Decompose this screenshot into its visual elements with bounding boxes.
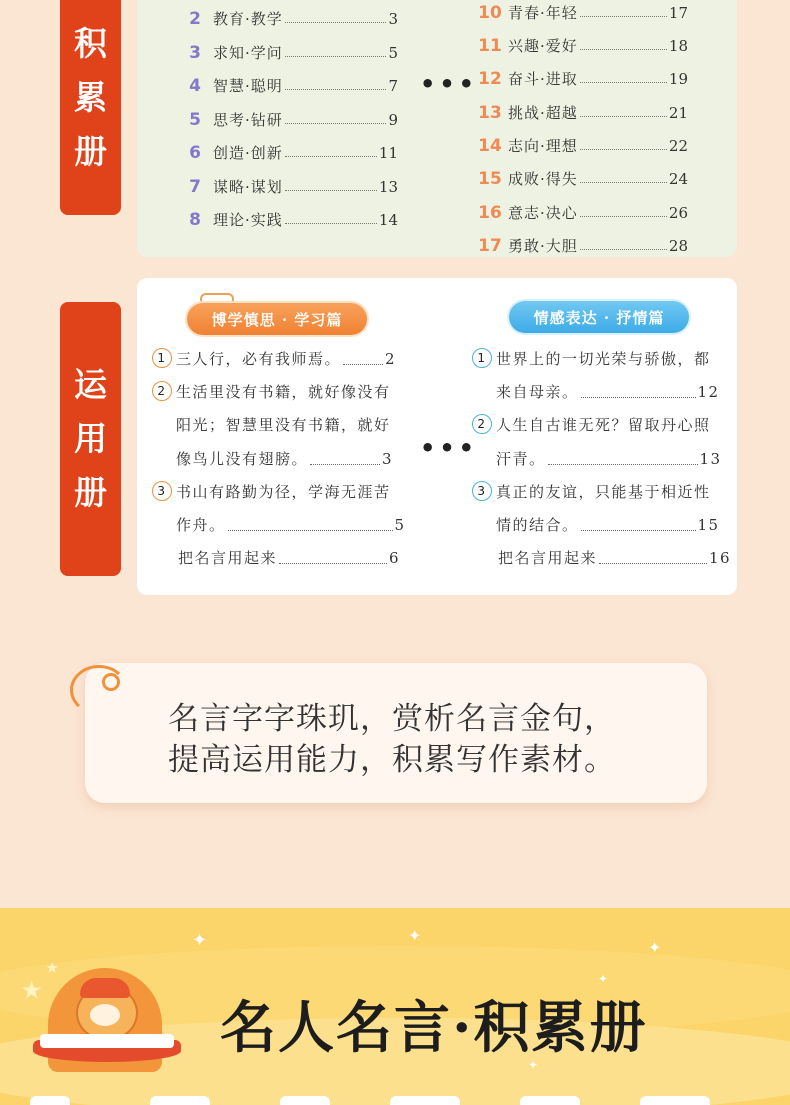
tab-char: 运 <box>74 365 107 404</box>
swirl-dot-icon <box>102 673 120 691</box>
toc-number: 12 <box>478 68 502 89</box>
banner-title: 名人名言·积累册 <box>220 995 648 1061</box>
quote-page: 13 <box>699 450 722 468</box>
quote-text: 汗青。 <box>496 450 546 468</box>
toc-item <box>478 29 688 62</box>
toc-title: 智慧·聪明 <box>213 77 283 95</box>
quote-number: 2 <box>152 381 172 401</box>
toc-title: 兴趣·爱好 <box>508 37 578 55</box>
toc-number: 5 <box>189 109 201 130</box>
tagline-line-2: 提高运用能力，积累写作素材。 <box>168 742 616 778</box>
toc-page: 13 <box>378 177 398 196</box>
toc-page: 11 <box>378 143 398 162</box>
toc-number: 6 <box>189 142 201 163</box>
toc-leader <box>285 22 387 23</box>
toc-number: 17 <box>478 235 502 256</box>
quotes-ellipsis: ••• <box>420 434 479 462</box>
toc-page: 18 <box>668 36 688 55</box>
quote-page: 3 <box>382 450 394 468</box>
quote-line <box>498 542 731 575</box>
quote-line <box>152 376 391 409</box>
toc-leader <box>580 216 667 217</box>
book-page-icon <box>40 1034 174 1048</box>
toc-leader <box>285 56 387 57</box>
quote-line <box>496 443 722 476</box>
toc-title: 教育·教学 <box>213 10 283 28</box>
toc-item <box>478 96 688 129</box>
section-pill-study: 博学慎思 · 学习篇 <box>187 303 367 335</box>
toc-item <box>183 103 398 136</box>
star-icon: ★ <box>45 958 60 977</box>
star-icon: ★ <box>20 976 44 1006</box>
tab-char: 册 <box>74 473 107 512</box>
toc-number: 4 <box>189 75 201 96</box>
toc-number: 15 <box>478 168 502 189</box>
toc-item <box>183 203 398 236</box>
tab-char: 册 <box>74 131 107 171</box>
quote-text: 阳光；智慧里没有书籍，就好 <box>176 416 391 434</box>
toc-page: 14 <box>378 210 398 229</box>
quote-number: 1 <box>152 348 172 368</box>
bottom-wave <box>30 1096 70 1105</box>
quote-text: 把名言用起来 <box>178 549 278 567</box>
quote-line <box>496 376 720 409</box>
quote-line <box>152 476 391 509</box>
toc-number: 11 <box>478 35 502 56</box>
quote-page: 2 <box>385 350 397 368</box>
toc-item <box>183 69 398 102</box>
toc-page: 24 <box>668 169 688 188</box>
toc-page: 17 <box>668 3 688 22</box>
bottom-wave <box>390 1096 460 1105</box>
bottom-wave <box>150 1096 210 1105</box>
leader-dots <box>279 563 387 564</box>
quote-text: 像鸟儿没有翅膀。 <box>176 450 309 468</box>
toc-page: 7 <box>388 76 398 95</box>
quote-line <box>496 509 720 542</box>
toc-page: 9 <box>388 110 398 129</box>
toc-number: 2 <box>189 8 201 29</box>
toc-item <box>478 162 688 195</box>
quote-text: 真正的友谊，只能基于相近性 <box>496 483 711 501</box>
quote-page: 15 <box>697 516 720 534</box>
toc-leader <box>285 89 387 90</box>
leader-dots <box>310 464 380 465</box>
quote-number: 2 <box>472 414 492 434</box>
toc-title: 成败·得失 <box>508 170 578 188</box>
quote-text: 人生自古谁无死？留取丹心照 <box>496 416 711 434</box>
toc-leader <box>580 116 667 117</box>
toc-title: 求知·学问 <box>213 44 283 62</box>
sparkle-icon: ✦ <box>648 938 662 957</box>
quote-line <box>152 343 396 376</box>
tagline-line-1: 名言字字珠玑，赏析名言金句， <box>168 701 616 737</box>
swirl-icon <box>70 665 128 715</box>
toc-number: 3 <box>189 42 201 63</box>
quote-number: 3 <box>152 481 172 501</box>
section-pill-emotion: 情感表达 · 抒情篇 <box>509 301 689 333</box>
toc-leader <box>285 123 387 124</box>
toc-number: 14 <box>478 135 502 156</box>
tab-char: 累 <box>74 77 107 117</box>
quote-text: 书山有路勤为径，学海无涯苦 <box>176 483 391 501</box>
quote-text: 三人行，必有我师焉。 <box>176 350 342 368</box>
toc-leader <box>285 190 377 191</box>
toc-number: 8 <box>189 209 201 230</box>
quote-line <box>472 476 711 509</box>
quote-page: 16 <box>709 549 732 567</box>
toc-page: 19 <box>668 69 688 88</box>
toc-leader <box>285 223 377 224</box>
quote-text: 来自母亲。 <box>496 383 579 401</box>
toc-page: 5 <box>388 43 398 62</box>
toc-title: 勇敢·大胆 <box>508 237 578 255</box>
toc-item <box>478 62 688 95</box>
toc-leader <box>580 182 667 183</box>
sparkle-icon: ✦ <box>408 926 422 945</box>
quote-page: 5 <box>394 516 406 534</box>
leader-dots <box>228 530 393 531</box>
toc-leader <box>580 16 667 17</box>
toc-item <box>478 129 688 162</box>
quote-number: 3 <box>472 481 492 501</box>
toc-number: 16 <box>478 202 502 223</box>
toc-title: 理论·实践 <box>213 211 283 229</box>
bottom-wave <box>280 1096 330 1105</box>
toc-ellipsis: ••• <box>420 70 479 98</box>
toc-number: 10 <box>478 2 502 23</box>
tiger-cap-icon <box>80 978 130 998</box>
toc-item <box>183 136 398 169</box>
quote-line <box>176 443 393 476</box>
toc-title: 挑战·超越 <box>508 104 578 122</box>
toc-page: 22 <box>668 136 688 155</box>
toc-item <box>183 2 398 35</box>
bottom-wave <box>520 1096 580 1105</box>
toc-number: 13 <box>478 102 502 123</box>
quote-text: 作舟。 <box>176 516 226 534</box>
toc-page: 28 <box>668 236 688 255</box>
toc-leader <box>580 82 667 83</box>
sparkle-icon: ✦ <box>528 1058 539 1072</box>
quote-line <box>472 409 711 442</box>
quote-line <box>472 343 711 376</box>
bottom-wave <box>640 1096 710 1105</box>
toc-item <box>478 0 688 29</box>
toc-page: 26 <box>668 203 688 222</box>
quote-text: 世界上的一切光荣与骄傲，都 <box>496 350 711 368</box>
quote-page: 6 <box>389 549 401 567</box>
quote-line <box>176 409 391 442</box>
tab-char: 积 <box>74 23 107 63</box>
toc-title: 谋略·谋划 <box>213 178 283 196</box>
quote-page: 12 <box>697 383 720 401</box>
toc-page: 21 <box>668 103 688 122</box>
toc-item <box>478 229 688 262</box>
tiger-face-icon <box>90 1004 120 1026</box>
toc-title: 意志·决心 <box>508 204 578 222</box>
quote-number: 1 <box>472 348 492 368</box>
leader-dots <box>343 364 383 365</box>
quote-text: 把名言用起来 <box>498 549 598 567</box>
toc-page: 3 <box>388 9 398 28</box>
quote-text: 情的结合。 <box>496 516 579 534</box>
toc-item <box>183 170 398 203</box>
quote-line <box>178 542 400 575</box>
leader-dots <box>599 563 707 564</box>
toc-number: 7 <box>189 176 201 197</box>
toc-title: 青春·年轻 <box>508 4 578 22</box>
toc-leader <box>580 249 667 250</box>
leader-dots <box>581 397 696 398</box>
toc-item <box>478 196 688 229</box>
toc-title: 奋斗·进取 <box>508 70 578 88</box>
toc-title: 思考·钻研 <box>213 111 283 129</box>
toc-leader <box>580 49 667 50</box>
toc-title: 创造·创新 <box>213 144 283 162</box>
sparkle-icon: ✦ <box>598 972 609 986</box>
tab-yun-yong-ce <box>60 302 121 576</box>
quote-text: 生活里没有书籍，就好像没有 <box>176 383 391 401</box>
tab-char: 用 <box>74 419 107 458</box>
toc-item <box>183 36 398 69</box>
leader-dots <box>548 464 698 465</box>
tab-ji-lei-ce <box>60 0 121 215</box>
sparkle-icon: ✦ <box>192 930 208 951</box>
toc-leader <box>580 149 667 150</box>
quote-line <box>176 509 406 542</box>
toc-title: 志向·理想 <box>508 137 578 155</box>
toc-leader <box>285 156 377 157</box>
leader-dots <box>581 530 696 531</box>
